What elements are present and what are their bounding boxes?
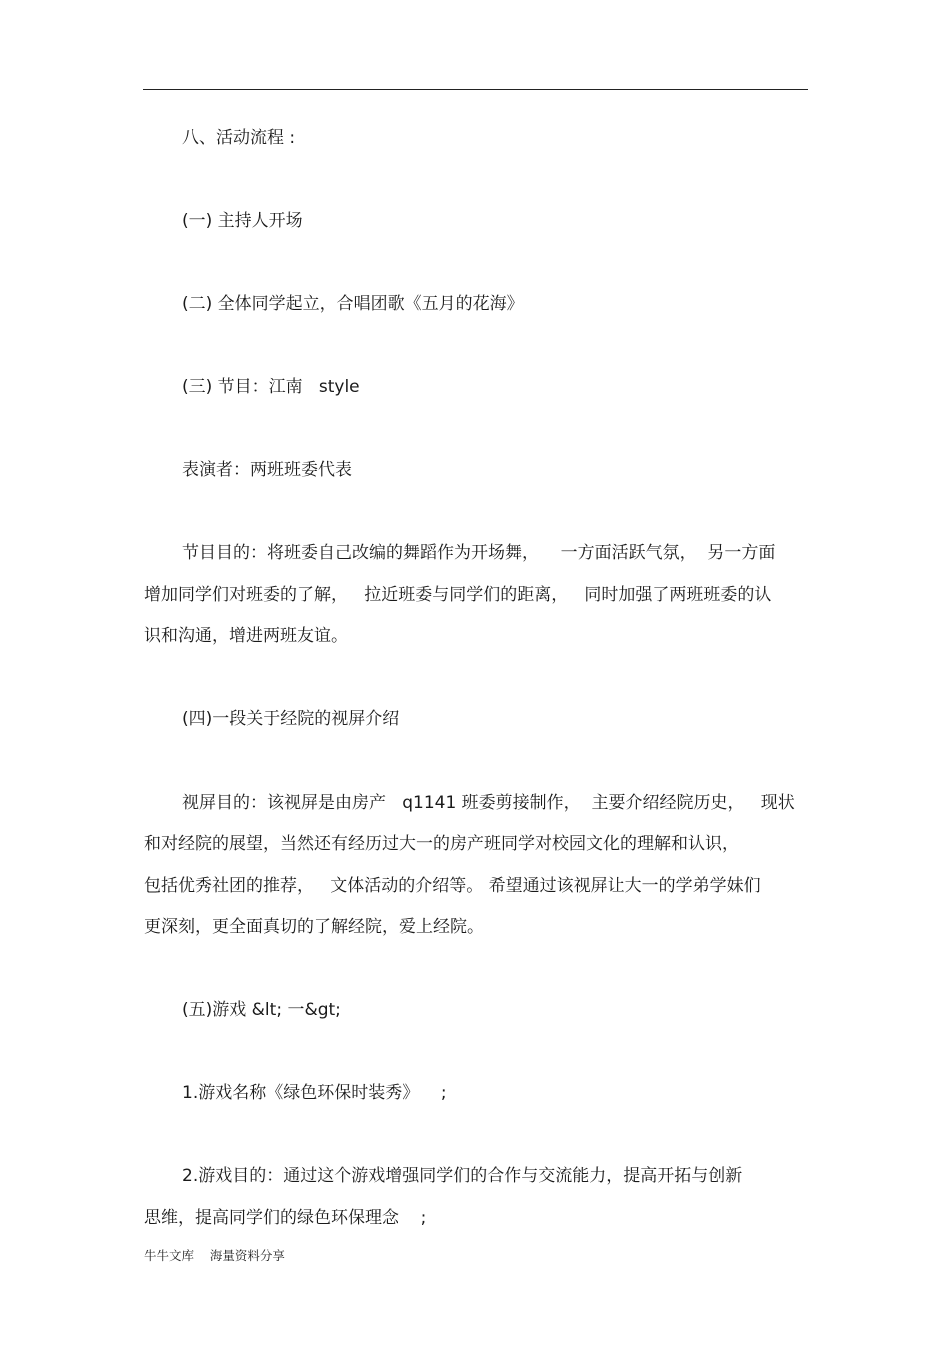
item-video-intro: (四)一段关于经院的视屏介绍	[182, 709, 400, 729]
video-purpose-line-3: 包括优秀社团的推荐， 文体活动的介绍等。 希望通过该视屏让大一的学弟学妹们	[144, 876, 761, 896]
performer-line: 表演者：两班班委代表	[182, 460, 352, 480]
footer-watermark-text: 牛牛文库 海量资料分享	[144, 1248, 285, 1263]
game-purpose-line-2: 思维，提高同学们的绿色环保理念 ;	[144, 1208, 427, 1228]
item-chorus: (二) 全体同学起立，合唱团歌《五月的花海》	[182, 294, 524, 314]
game-name-line: 1.游戏名称《绿色环保时装秀》 ;	[182, 1083, 447, 1103]
item-program-dance: (三) 节目：江南 style	[182, 377, 360, 397]
section-heading: 八、活动流程 :	[182, 128, 296, 148]
video-purpose-line-1: 视屏目的：该视屏是由房产 q1141 班委剪接制作， 主要介绍经院历史， 现状	[182, 793, 795, 813]
header-rule	[143, 89, 808, 90]
item-game: (五)游戏 &lt; 一&gt;	[182, 1000, 341, 1020]
game-purpose-line-1: 2.游戏目的：通过这个游戏增强同学们的合作与交流能力，提高开拓与创新	[182, 1166, 743, 1186]
program-purpose-line-1: 节目目的：将班委自己改编的舞蹈作为开场舞， 一方面活跃气氛， 另一方面	[182, 543, 776, 563]
video-purpose-line-2: 和对经院的展望，当然还有经历过大一的房产班同学对校园文化的理解和认识，	[144, 834, 739, 854]
item-host-opening: (一) 主持人开场	[182, 211, 303, 231]
video-purpose-line-4: 更深刻，更全面真切的了解经院，爱上经院。	[144, 917, 484, 937]
program-purpose-line-3: 识和沟通，增进两班友谊。	[144, 626, 348, 646]
program-purpose-line-2: 增加同学们对班委的了解， 拉近班委与同学们的距离， 同时加强了两班班委的认	[144, 585, 772, 605]
